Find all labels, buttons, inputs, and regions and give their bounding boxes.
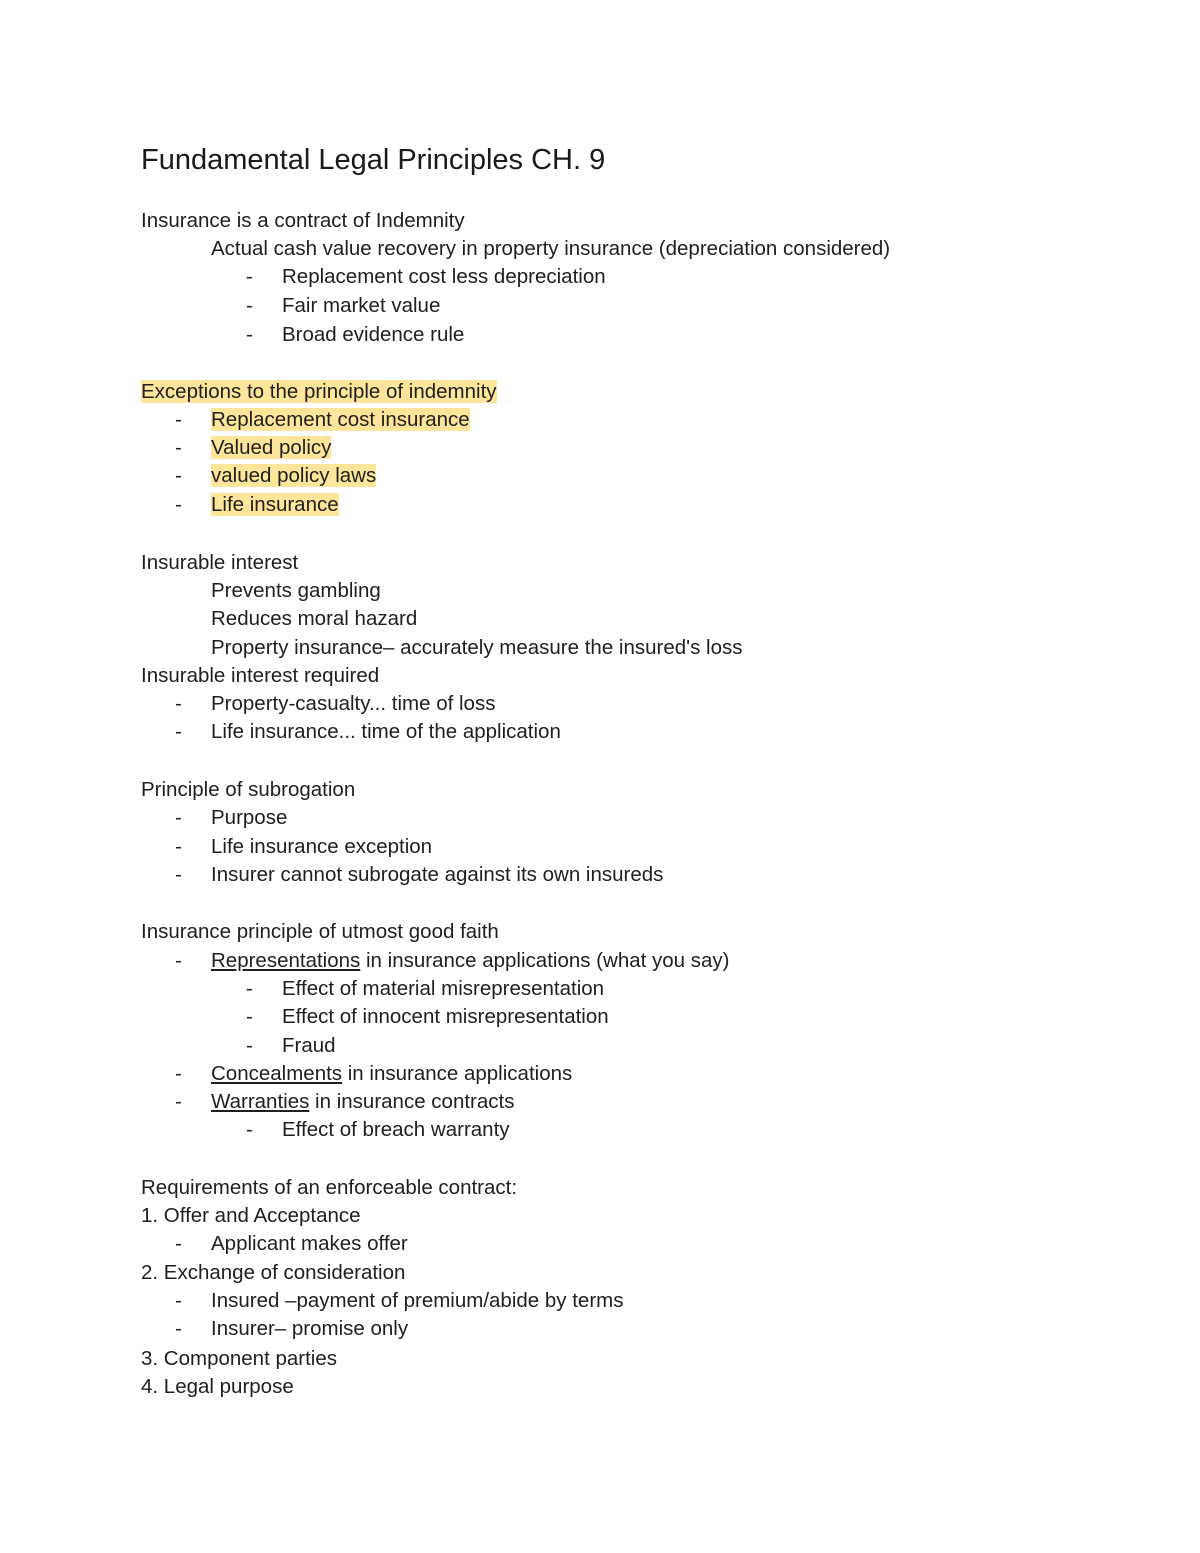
bullet-dash: - — [175, 1317, 182, 1340]
insurable-required-heading: Insurable interest required — [141, 664, 380, 687]
indemnity-subheading: Actual cash value recovery in property insurance (depreciation considered) — [211, 237, 891, 260]
bullet-dash: - — [175, 949, 182, 972]
exceptions-heading — [141, 378, 497, 406]
bullet-dash: - — [246, 1034, 253, 1057]
list-item: Insured –payment of premium/abide by terms — [211, 1289, 624, 1312]
highlighted-text: Exceptions to the principle of indemnity — [141, 380, 497, 403]
list-item: Life insurance exception — [211, 835, 433, 858]
numbered-item: 3. Component parties — [141, 1347, 338, 1370]
list-item-text: in insurance applications — [342, 1062, 573, 1085]
list-item — [211, 462, 376, 490]
bullet-dash: - — [175, 1090, 182, 1113]
highlighted-text: valued policy laws — [211, 464, 377, 487]
bullet-dash: - — [246, 323, 253, 346]
list-item — [211, 1088, 514, 1116]
bullet-dash: - — [246, 1005, 253, 1028]
underlined-term: Representations — [211, 949, 361, 972]
bullet-dash: - — [175, 692, 182, 715]
highlighted-text: Valued policy — [211, 436, 332, 459]
bullet-dash: - — [175, 863, 182, 886]
highlighted-text: Replacement cost insurance — [211, 408, 470, 431]
bullet-dash: - — [175, 493, 182, 516]
list-item: Effect of breach warranty — [282, 1118, 510, 1141]
highlighted-text: Life insurance — [211, 493, 339, 516]
bullet-dash: - — [246, 1118, 253, 1141]
list-item — [211, 406, 470, 434]
list-item — [211, 947, 730, 975]
insurable-subitem: Reduces moral hazard — [211, 607, 418, 630]
list-item: Replacement cost less depreciation — [282, 265, 606, 288]
bullet-dash: - — [175, 436, 182, 459]
list-item-text: in insurance applications (what you say) — [360, 949, 730, 972]
bullet-dash: - — [246, 265, 253, 288]
bullet-dash: - — [246, 294, 253, 317]
insurable-subitem: Prevents gambling — [211, 579, 381, 602]
list-item: Property-casualty... time of loss — [211, 692, 496, 715]
list-item-text: in insurance contracts — [309, 1090, 515, 1113]
numbered-item: 1. Offer and Acceptance — [141, 1204, 361, 1227]
list-item — [211, 1060, 572, 1088]
bullet-dash: - — [175, 806, 182, 829]
insurable-subitem: Property insurance– accurately measure the insured's loss — [211, 636, 743, 659]
page-title: Fundamental Legal Principles CH. 9 — [141, 144, 606, 176]
bullet-dash: - — [175, 1232, 182, 1255]
good-faith-heading: Insurance principle of utmost good faith — [141, 920, 499, 943]
list-item — [211, 491, 339, 519]
indemnity-heading: Insurance is a contract of Indemnity — [141, 209, 465, 232]
list-item: Fair market value — [282, 294, 441, 317]
bullet-dash: - — [175, 1289, 182, 1312]
underlined-term: Warranties — [211, 1090, 310, 1113]
bullet-dash: - — [175, 1062, 182, 1085]
list-item: Life insurance... time of the application — [211, 720, 561, 743]
list-item: Applicant makes offer — [211, 1232, 408, 1255]
bullet-dash: - — [175, 464, 182, 487]
bullet-dash: - — [246, 977, 253, 1000]
bullet-dash: - — [175, 835, 182, 858]
list-item: Purpose — [211, 806, 288, 829]
list-item: Effect of material misrepresentation — [282, 977, 605, 1000]
list-item: Broad evidence rule — [282, 323, 465, 346]
list-item: Insurer– promise only — [211, 1317, 409, 1340]
insurable-heading: Insurable interest — [141, 551, 299, 574]
underlined-term: Concealments — [211, 1062, 343, 1085]
numbered-item: 2. Exchange of consideration — [141, 1261, 406, 1284]
list-item — [211, 434, 331, 462]
bullet-dash: - — [175, 408, 182, 431]
numbered-item: 4. Legal purpose — [141, 1375, 294, 1398]
list-item: Insurer cannot subrogate against its own insureds — [211, 863, 664, 886]
list-item: Effect of innocent misrepresentation — [282, 1005, 609, 1028]
list-item: Fraud — [282, 1034, 336, 1057]
contract-heading: Requirements of an enforceable contract: — [141, 1176, 518, 1199]
subrogation-heading: Principle of subrogation — [141, 778, 356, 801]
bullet-dash: - — [175, 720, 182, 743]
